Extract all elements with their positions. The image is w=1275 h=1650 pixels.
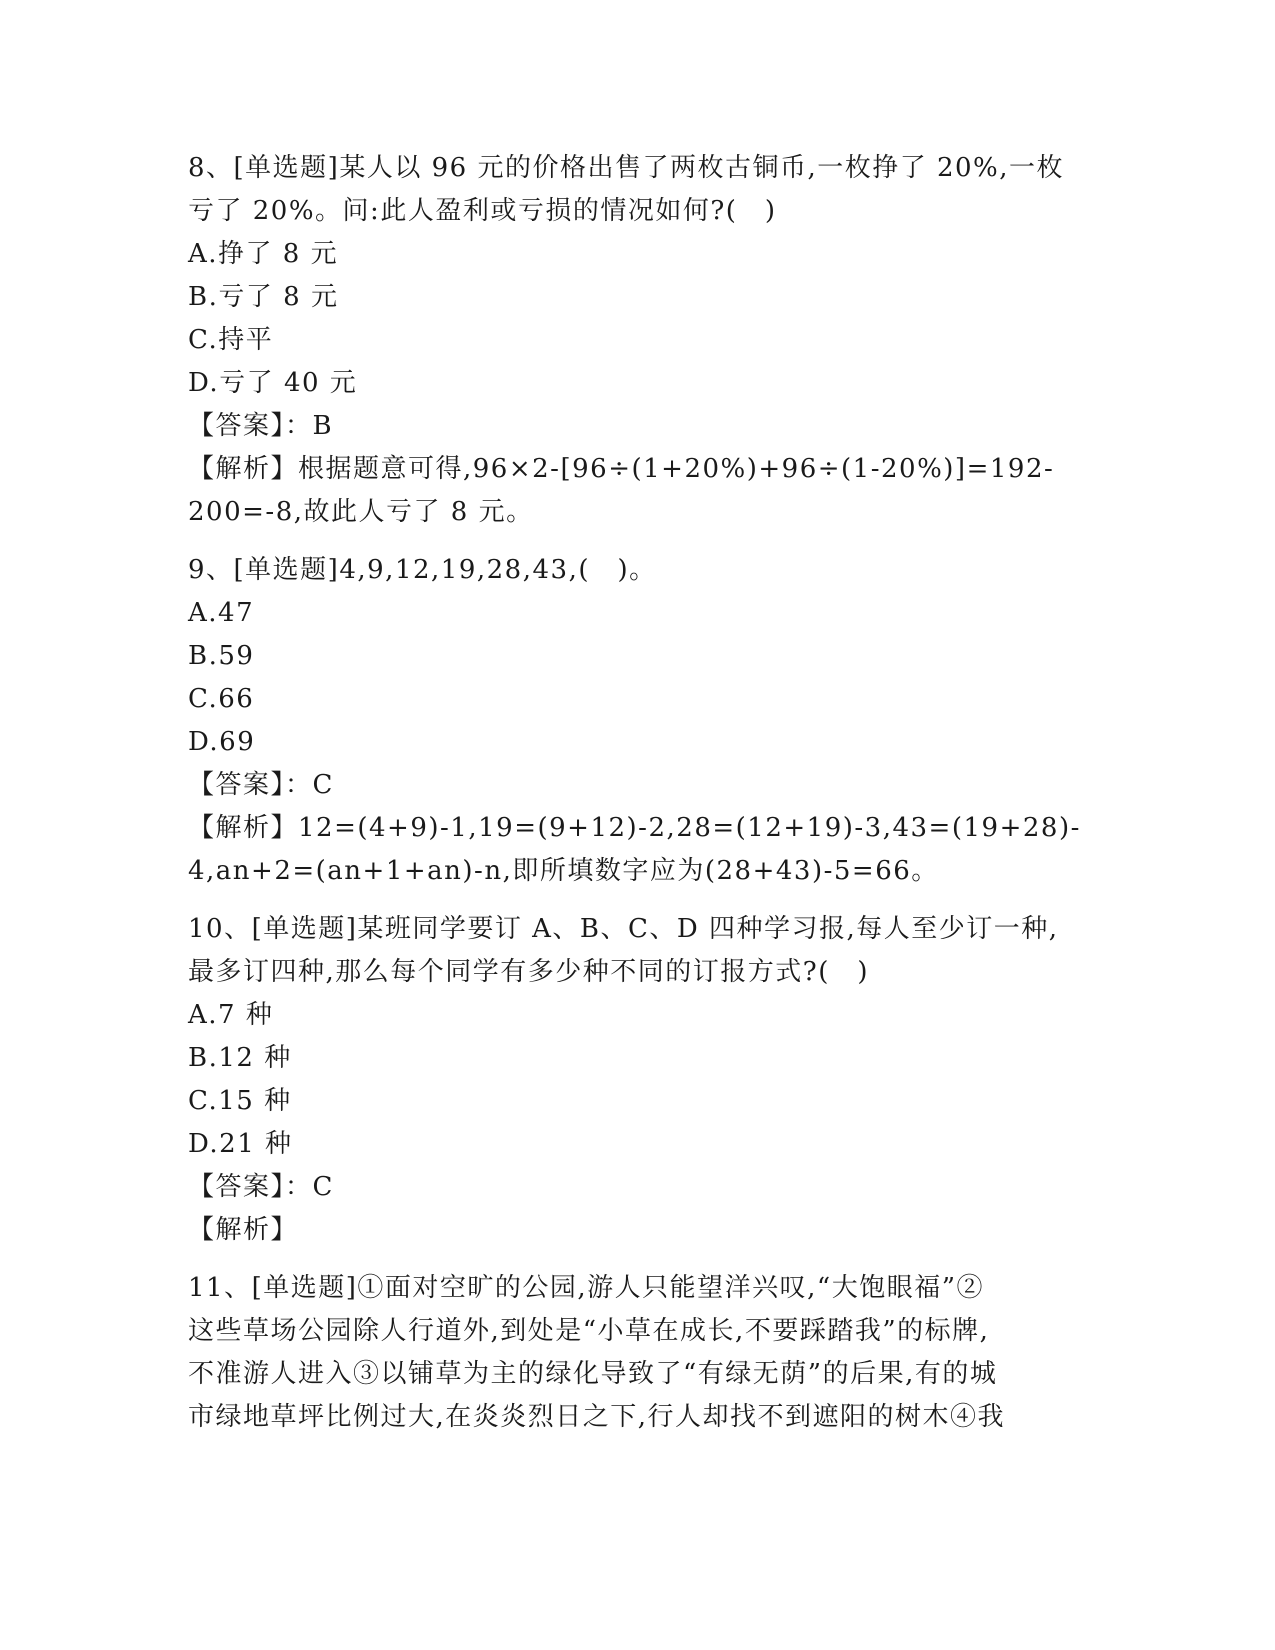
question-stem-line: 9、[单选题]4,9,12,19,28,43,( )。 bbox=[188, 555, 657, 585]
question-stem-line: 10、[单选题]某班同学要订 A、B、C、D 四种学习报,每人至少订一种, bbox=[188, 914, 1059, 944]
analysis-line: 【解析】根据题意可得,96×2-[96÷(1+20%)+96÷(1-20%)]=192- bbox=[188, 454, 1055, 484]
document-page bbox=[188, 147, 1088, 1439]
question-stem-line: 不准游人进入③以铺草为主的绿化导致了“有绿无荫”的后果,有的城 bbox=[188, 1359, 998, 1389]
question-9 bbox=[188, 549, 1088, 893]
question-spacer bbox=[188, 1252, 1088, 1267]
question-stem-line: 这些草场公园除人行道外,到处是“小草在成长,不要踩踏我”的标牌, bbox=[188, 1316, 990, 1346]
option-a: A.7 种 bbox=[188, 1000, 274, 1030]
analysis-line: 200=-8,故此人亏了 8 元。 bbox=[188, 497, 534, 527]
answer-line: 【答案】：B bbox=[188, 411, 334, 441]
option-a: A.挣了 8 元 bbox=[188, 239, 339, 269]
option-d: D.21 种 bbox=[188, 1129, 293, 1159]
analysis-line: 【解析】12=(4+9)-1,19=(9+12)-2,28=(12+19)-3,43=(19+28)- bbox=[188, 813, 1081, 843]
question-spacer bbox=[188, 893, 1088, 908]
question-11 bbox=[188, 1267, 1088, 1439]
option-c: C.66 bbox=[188, 684, 255, 714]
option-c: C.持平 bbox=[188, 325, 274, 355]
question-8 bbox=[188, 147, 1088, 534]
answer-line: 【答案】：C bbox=[188, 1172, 334, 1202]
question-stem-line: 最多订四种,那么每个同学有多少种不同的订报方式?( ) bbox=[188, 957, 869, 987]
option-d: D.亏了 40 元 bbox=[188, 368, 358, 398]
answer-line: 【答案】：C bbox=[188, 770, 334, 800]
question-stem-line: 11、[单选题]①面对空旷的公园,游人只能望洋兴叹,“大饱眼福”② bbox=[188, 1273, 984, 1303]
option-d: D.69 bbox=[188, 727, 256, 757]
question-10 bbox=[188, 908, 1088, 1252]
question-stem-line: 市绿地草坪比例过大,在炎炎烈日之下,行人却找不到遮阳的树木④我 bbox=[188, 1402, 1006, 1432]
option-b: B.59 bbox=[188, 641, 255, 671]
option-b: B.12 种 bbox=[188, 1043, 292, 1073]
question-spacer bbox=[188, 534, 1088, 549]
option-c: C.15 种 bbox=[188, 1086, 292, 1116]
option-a: A.47 bbox=[188, 598, 255, 628]
analysis-line: 4,an+2=(an+1+an)-n,即所填数字应为(28+43)-5=66。 bbox=[188, 856, 939, 886]
question-stem-line: 8、[单选题]某人以 96 元的价格出售了两枚古铜币,一枚挣了 20%,一枚 bbox=[188, 153, 1065, 183]
question-stem-line: 亏了 20%。问:此人盈利或亏损的情况如何?( ) bbox=[188, 196, 777, 226]
option-b: B.亏了 8 元 bbox=[188, 282, 339, 312]
analysis-line: 【解析】 bbox=[188, 1215, 299, 1245]
